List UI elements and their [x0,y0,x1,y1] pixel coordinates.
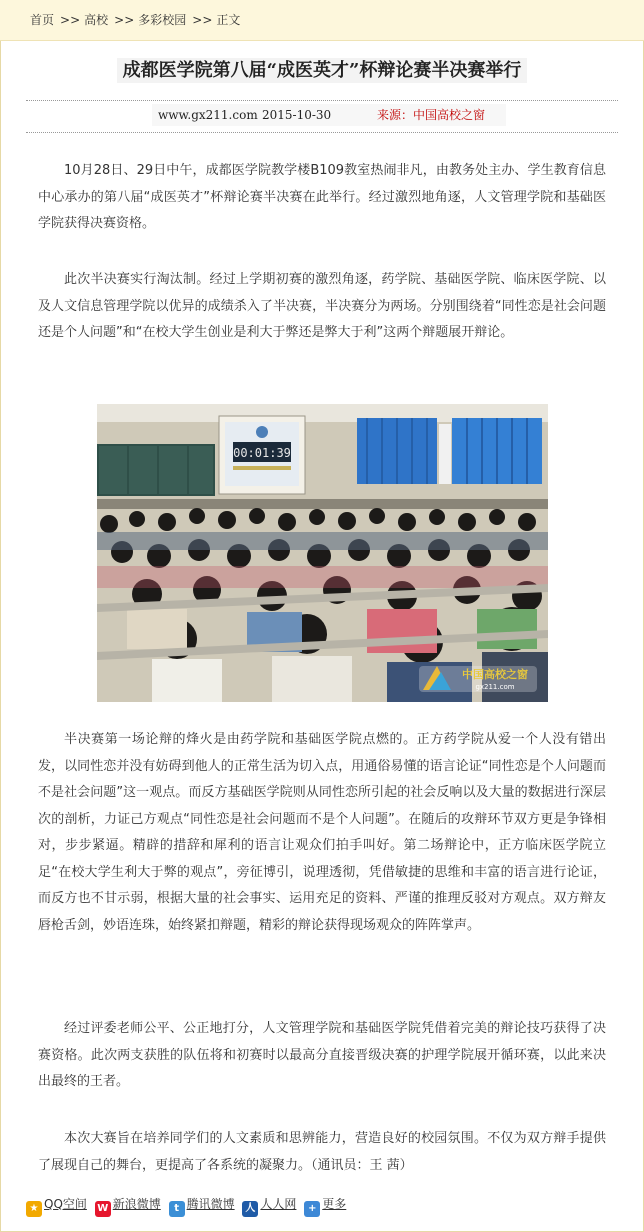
article-meta [0,104,644,126]
tencent-weibo-icon: t [169,1201,185,1217]
article-paragraph: 此次半决赛实行淘汰制。经过上学期初赛的激烈角逐，药学院、基础医学院、临床医学院、以及人文信息管理学院以优异的成绩杀入了半决赛，半决赛分为两场。分别围绕着“同性恋是社会问题还是个人问题”和“在校大学生创业是利大于弊还是弊大于利”这两个辩题展开辩论。 [38,272,606,340]
article-paragraph: 经过评委老师公平、公正地打分，人文管理学院和基础医学院凭借着完美的辩论技巧获得了决赛资格。此次两支获胜的队伍将和初赛时以最高分直接晋级决赛的护理学院展开循环赛，以此来决出最终的王者。 [38,1021,606,1089]
share-qzone-button[interactable] [26,1193,87,1217]
share-label: 更多 [322,1197,347,1211]
breadcrumb [0,0,644,41]
article-paragraph: 半决赛第一场论辩的烽火是由药学院和基础医学院点燃的。正方药学院从爱一个人没有错出发，以同性恋并没有妨碍到他人的正常生活为切入点，用通俗易懂的语言论证“同性恋是个人问题而不是社会问题”这一观点。而反方基础医学院则从同性恋所引起的社会反响以及大量的数据进行深层次的剖析，力证己方观点“同性恋是社会问题而不是个人问题”。在随后的攻辩环节双方更是争锋相对，步步紧逼。精辟的措辞和犀利的语言让观众们拍手叫好。第二场辩论中，正方临床医学院立足“在校大学生利大于弊的观点”，旁征博引，说理透彻，凭借敏捷的思维和丰富的语言进行论证，而反方也不甘示弱，根据大量的社会事实、运用充足的资料、严谨的推理反驳对方观点。双方辩友唇枪舌剑，妙语连珠，始终紧扣辩题，精彩的辩论获得现场观众的阵阵掌声。 [38,732,606,933]
weibo-icon: W [95,1201,111,1217]
article-paragraph: 10月28日、29日中午，成都医学院教学楼B109教室热闹非凡，由教务处主办、学生教育信息中心承办的第八届“成医英才”杯辩论赛半决赛在此举行。经过激烈地角逐，人文管理学院和基础医学院获得决赛资格。 [38,163,606,231]
more-icon: + [304,1201,320,1217]
timer-text: 00:01:39 [233,446,291,460]
article-paragraph: 本次大赛旨在培养同学们的人文素质和思辨能力，营造良好的校园氛围。不仅为双方辩手提供了展现自己的舞台，更提高了各系统的凝聚力。（通讯员：王 茜） [38,1131,606,1173]
breadcrumb-campus-link[interactable]: 多彩校园 [138,13,187,27]
photo-watermark-url: gx211.com [475,683,515,691]
article-title: 成都医学院第八届“成医英才”杯辩论赛半决赛举行 [117,58,528,83]
breadcrumb-home-link[interactable]: 首页 [30,13,55,27]
share-weibo-button[interactable] [95,1193,161,1217]
divider [26,100,618,101]
breadcrumb-current: 正文 [216,13,241,27]
share-label: QQ空间 [44,1197,87,1211]
share-label: 人人网 [260,1197,297,1211]
share-bar [26,1193,350,1215]
qzone-icon: ★ [26,1201,42,1217]
renren-icon: 人 [242,1201,258,1217]
share-more-button[interactable] [304,1193,346,1217]
article-title-wrap [0,54,644,88]
article-photo [97,404,548,702]
share-label: 腾讯微博 [186,1197,235,1211]
share-renren-button[interactable] [242,1193,296,1217]
breadcrumb-universities-link[interactable]: 高校 [84,13,109,27]
breadcrumb-separator: >> [114,13,135,27]
article-source: 来源：中国高校之窗 [377,108,486,122]
article-date: 2015-10-30 [262,108,332,122]
photo-watermark: 中国高校之窗 [462,668,528,681]
share-label: 新浪微博 [112,1197,161,1211]
article-site: www.gx211.com [158,108,258,122]
breadcrumb-separator: >> [192,13,213,27]
share-tencent-weibo-button[interactable] [169,1193,235,1217]
divider [26,132,618,133]
breadcrumb-separator: >> [60,13,81,27]
